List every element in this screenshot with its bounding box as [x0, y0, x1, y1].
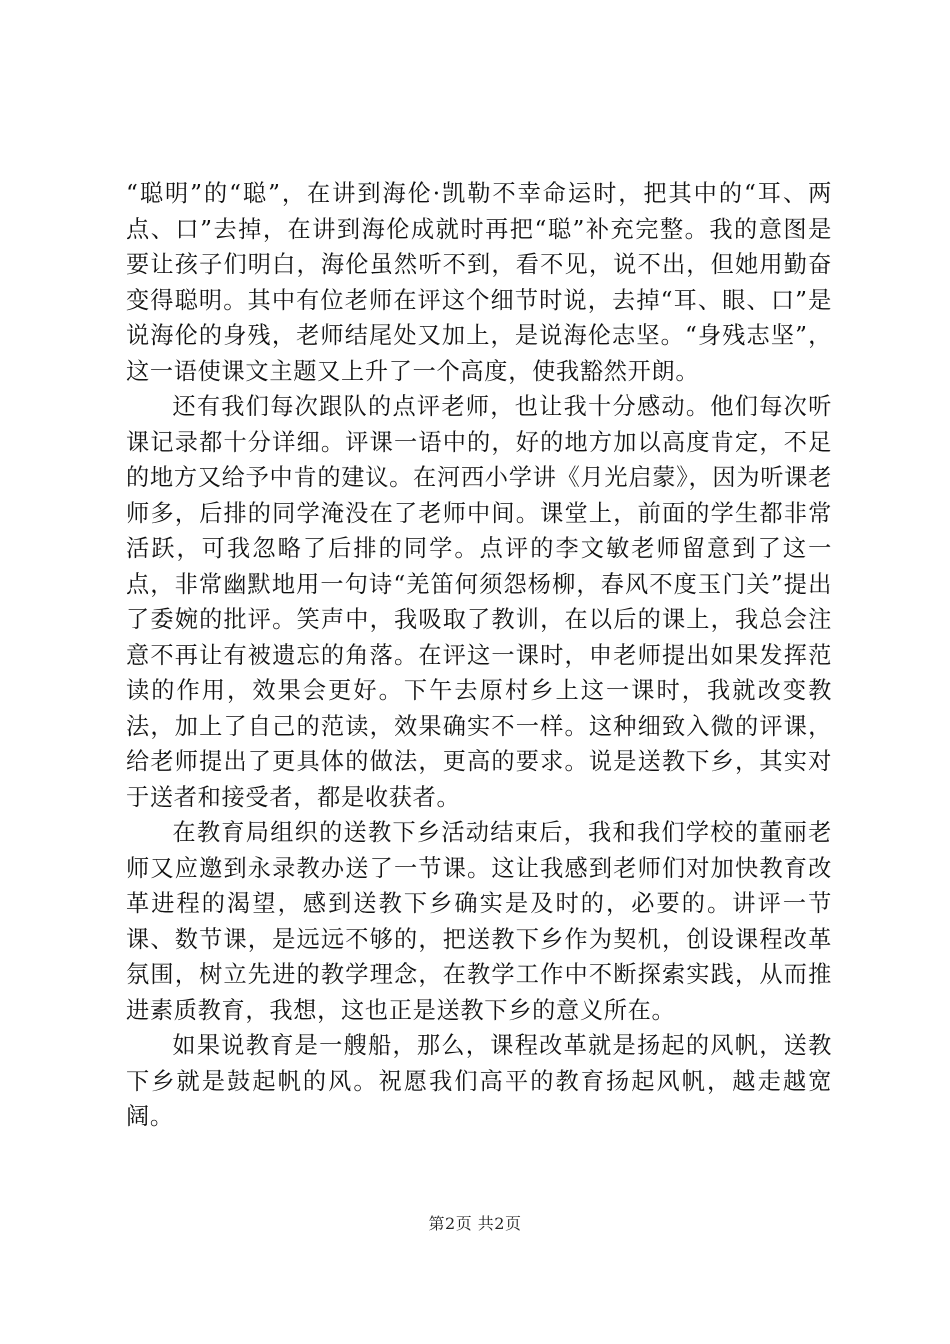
- paragraph-3: 在教育局组织的送教下乡活动结束后，我和我们学校的董丽老师又应邀到永录教办送了一节课。这让我感到老师们对加快教育改革进程的渴望，感到送教下乡确实是及时的，必要的。讲评一节课、数节课，是远远不够的，把送教下乡作为契机，创设课程改革氛围，树立先进的教学理念，在教学工作中不断探索实践，从而推进素质教育，我想，这也正是送教下乡的意义所在。: [126, 819, 832, 1024]
- paragraph-4: 如果说教育是一艘船，那么，课程改革就是扬起的风帆，送教下乡就是鼓起帆的风。祝愿我们高平的教育扬起风帆，越走越宽阔。: [126, 1032, 832, 1130]
- paragraph-2: 还有我们每次跟队的点评老师，也让我十分感动。他们每次听课记录都十分详细。评课一语中的，好的地方加以高度肯定，不足的地方又给予中肯的建议。在河西小学讲《月光启蒙》，因为听课老师多，后排的同学淹没在了老师中间。课堂上，前面的学生都非常活跃，可我忽略了后排的同学。点评的李文敏老师留意到了这一点，非常幽默地用一句诗“羌笛何须怨杨柳，春风不度玉门关”提出了委婉的批评。笑声中，我吸取了教训，在以后的课上，我总会注意不再让有被遗忘的角落。在评这一课时，申老师提出如果发挥范读的作用，效果会更好。下午去原村乡上这一课时，我就改变教法，加上了自己的范读，效果确实不一样。这种细致入微的评课，给老师提出了更具体的做法，更高的要求。说是送教下乡，其实对于送者和接受者，都是收获者。: [126, 393, 832, 811]
- page-number-footer: 第2页 共2页: [428, 1214, 522, 1233]
- paragraph-1: “聪明”的“聪”，在讲到海伦·凯勒不幸命运时，把其中的“耳、两点、口”去掉，在讲到海伦成就时再把“聪”补充完整。我的意图是要让孩子们明白，海伦虽然听不到，看不见，说不出，但她用勤奋变得聪明。其中有位老师在评这个细节时说，去掉“耳、眼、口”是说海伦的身残，老师结尾处又加上，是说海伦志坚。“身残志坚”，这一语使课文主题又上升了一个高度，使我豁然开朗。: [126, 180, 832, 385]
- document-body: [126, 176, 832, 1135]
